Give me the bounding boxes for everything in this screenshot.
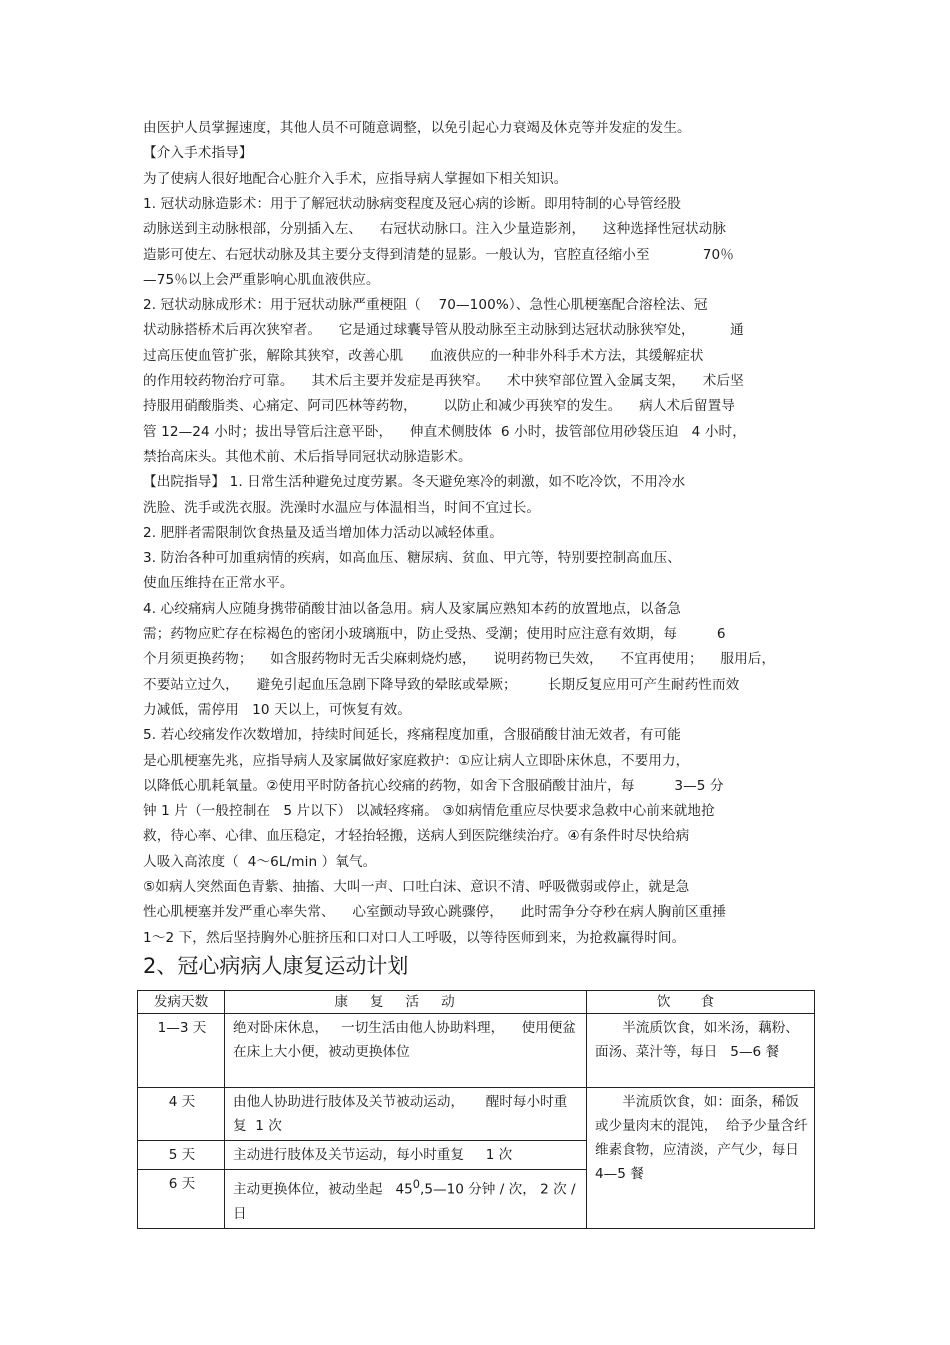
text-line: 是心肌梗塞先兆，应指导病人及家属做好家庭救护：①应让病人立即卧床休息，不要用力， [143, 752, 690, 769]
text-line: 洗脸、洗手或洗衣服。洗澡时水温应与体温相当，时间不宜过长。 [143, 499, 541, 516]
activity-cell: 绝对卧床休息， 一切生活由他人协助料理， 使用便盆在床上大小便，被动更换体位 [225, 1014, 587, 1088]
text-line: 不要站立过久， 避免引起血压急剧下降导致的晕眩或晕厥； 长期反复应用可产生耐药性而效 [143, 676, 740, 693]
activity-cell: 由他人协助进行肢体及关节被动运动， 醒时每小时重复 1 次 [225, 1088, 587, 1141]
text-line: 过高压使血管扩张，解除其狭窄，改善心肌 血液供应的一种非外科手术方法，其缓解症状 [143, 347, 704, 364]
text-line: 管 12—24 小时；拔出导管后注意平卧， 伸直术侧肢体 6 小时，拔管部位用砂袋压迫 4 小时， [143, 423, 746, 440]
activity-cell: 主动进行肢体及关节运动，每小时重复 1 次 [225, 1141, 587, 1170]
text-line: 1. 冠状动脉造影术：用于了解冠状动脉病变程度及冠心病的诊断。即用特制的心导管经股 [143, 195, 681, 212]
activity-text: ,5—10 分钟 / 次， 2 次 / 日 [233, 1181, 580, 1222]
text-line: 造影可使左、右冠状动脉及其主要分支得到清楚的显影。一般认为，官腔直径缩小至 70％ [143, 246, 734, 263]
day-cell: 4 天 [138, 1088, 225, 1141]
diet-cell: 半流质饮食，如米汤，藕粉、面汤、菜汁等，每日 5—6 餐 [587, 1014, 815, 1088]
table-row [138, 1014, 815, 1088]
text-line: 钟 1 片（一般控制在 5 片以下） 以减轻疼痛。 ③如病情危重应尽快要求急救中心前来就地抢 [143, 803, 715, 820]
text-line: 2. 冠状动脉成形术：用于冠状动脉严重梗阻（ 70—100%）、急性心肌梗塞配合溶栓法、冠 [143, 297, 708, 314]
text-line: 禁抬高床头。其他术前、术后指导同冠状动脉造影术。 [143, 448, 472, 465]
text-line: 人吸入高浓度（ 4～6L/min ）氧气。 [143, 853, 377, 870]
text-line: 3. 防治各种可加重病情的疾病，如高血压、糖尿病、贫血、甲亢等，特别要控制高血压、 [143, 550, 681, 567]
text-line: 救，待心率、心律、血压稳定，才轻抬轻搬，送病人到医院继续治疗。④有条件时尽快给病 [143, 828, 690, 845]
header-days: 发病天数 [138, 991, 225, 1014]
day-cell: 5 天 [138, 1141, 225, 1170]
section-heading: 2、冠心病病人康复运动计划 [143, 954, 409, 978]
text-line: —75％以上会严重影响心肌血液供应。 [143, 271, 380, 288]
text-line: 为了使病人很好地配合心脏介入手术，应指导病人掌握如下相关知识。 [143, 170, 568, 187]
text-line: 的作用较药物治疗可靠。 其术后主要并发症是再狭窄。 术中狭窄部位置入金属支架， 术后坚 [143, 373, 744, 389]
activity-cell [225, 1170, 587, 1229]
day-cell: 1—3 天 [138, 1014, 225, 1088]
text-line: 以降低心肌耗氧量。②使用平时防备抗心绞痛的药物，如舍下含服硝酸甘油片，每 3—5 分 [143, 777, 724, 794]
text-line: 4. 心绞痛病人应随身携带硝酸甘油以备急用。病人及家属应熟知本药的放置地点，以备急 [143, 600, 681, 617]
text-line: 性心肌梗塞并发严重心率失常、 心室颤动导致心跳骤停， 此时需争分夺秒在病人胸前区重捶 [143, 904, 727, 921]
text-line: 2. 肥胖者需限制饮食热量及适当增加体力活动以减轻体重。 [143, 524, 503, 541]
table-row [138, 1088, 815, 1141]
day-cell: 6 天 [138, 1170, 225, 1229]
table-header-row [138, 991, 815, 1014]
text-line: 由医护人员掌握速度，其他人员不可随意调整，以免引起心力衰竭及休克等并发症的发生。 [143, 120, 691, 136]
header-diet: 饮食 [587, 991, 815, 1014]
rehab-plan-table [137, 990, 815, 1229]
text-line: 【出院指导】 1. 日常生活种避免过度劳累。冬天避免寒冷的刺激，如不吃冷饮，不用冷水 [143, 474, 686, 491]
diet-cell: 半流质饮食，如：面条，稀饭或少量肉末的混饨， 给予少量含纤维素食物，应清淡，产气少，每日 4—5 餐 [587, 1088, 815, 1229]
text-line: 1～2 下，然后坚持胸外心脏挤压和口对口人工呼吸，以等待医师到来，为抢救赢得时间。 [143, 929, 686, 946]
text-line: 力减低，需停用 10 天以上，可恢复有效。 [143, 701, 411, 718]
text-line: 动脉送到主动脉根部，分别插入左、 右冠状动脉口。注入少量造影剂， 这种选择性冠状动脉 [143, 221, 727, 238]
text-line: 持服用硝酸脂类、心痛定、阿司匹林等药物， 以防止和减少再狭窄的发生。 病人术后留置导 [143, 398, 735, 415]
activity-text: 主动更换体位，被动坐起 45 [233, 1181, 413, 1198]
text-line: 状动脉搭桥术后再次狭窄者。 它是通过球囊导管从股动脉至主动脉到达冠状动脉狭窄处， 通 [143, 322, 744, 339]
degree-superscript: 0 [412, 1177, 421, 1191]
text-line: ⑤如病人突然面色青紫、抽搐、大叫一声、口吐白沫、意识不清、呼吸微弱或停止，就是急 [143, 879, 690, 895]
text-line: 个月须更换药物； 如含服药物时无舌尖麻刺烧灼感， 说明药物已失效， 不宜再使用； 服用后， [143, 651, 776, 668]
header-activity: 康复活动 [225, 991, 587, 1014]
text-line: 5. 若心绞痛发作次数增加，持续时间延长，疼痛程度加重，含服硝酸甘油无效者，有可能 [143, 727, 681, 744]
text-line: 需；药物应贮存在棕褐色的密闭小玻璃瓶中，防止受热、受潮；使用时应注意有效期，每 6 [143, 626, 726, 642]
text-line: 【介入手术指导】 [143, 145, 253, 162]
text-line: 使血压维持在正常水平。 [143, 575, 294, 592]
